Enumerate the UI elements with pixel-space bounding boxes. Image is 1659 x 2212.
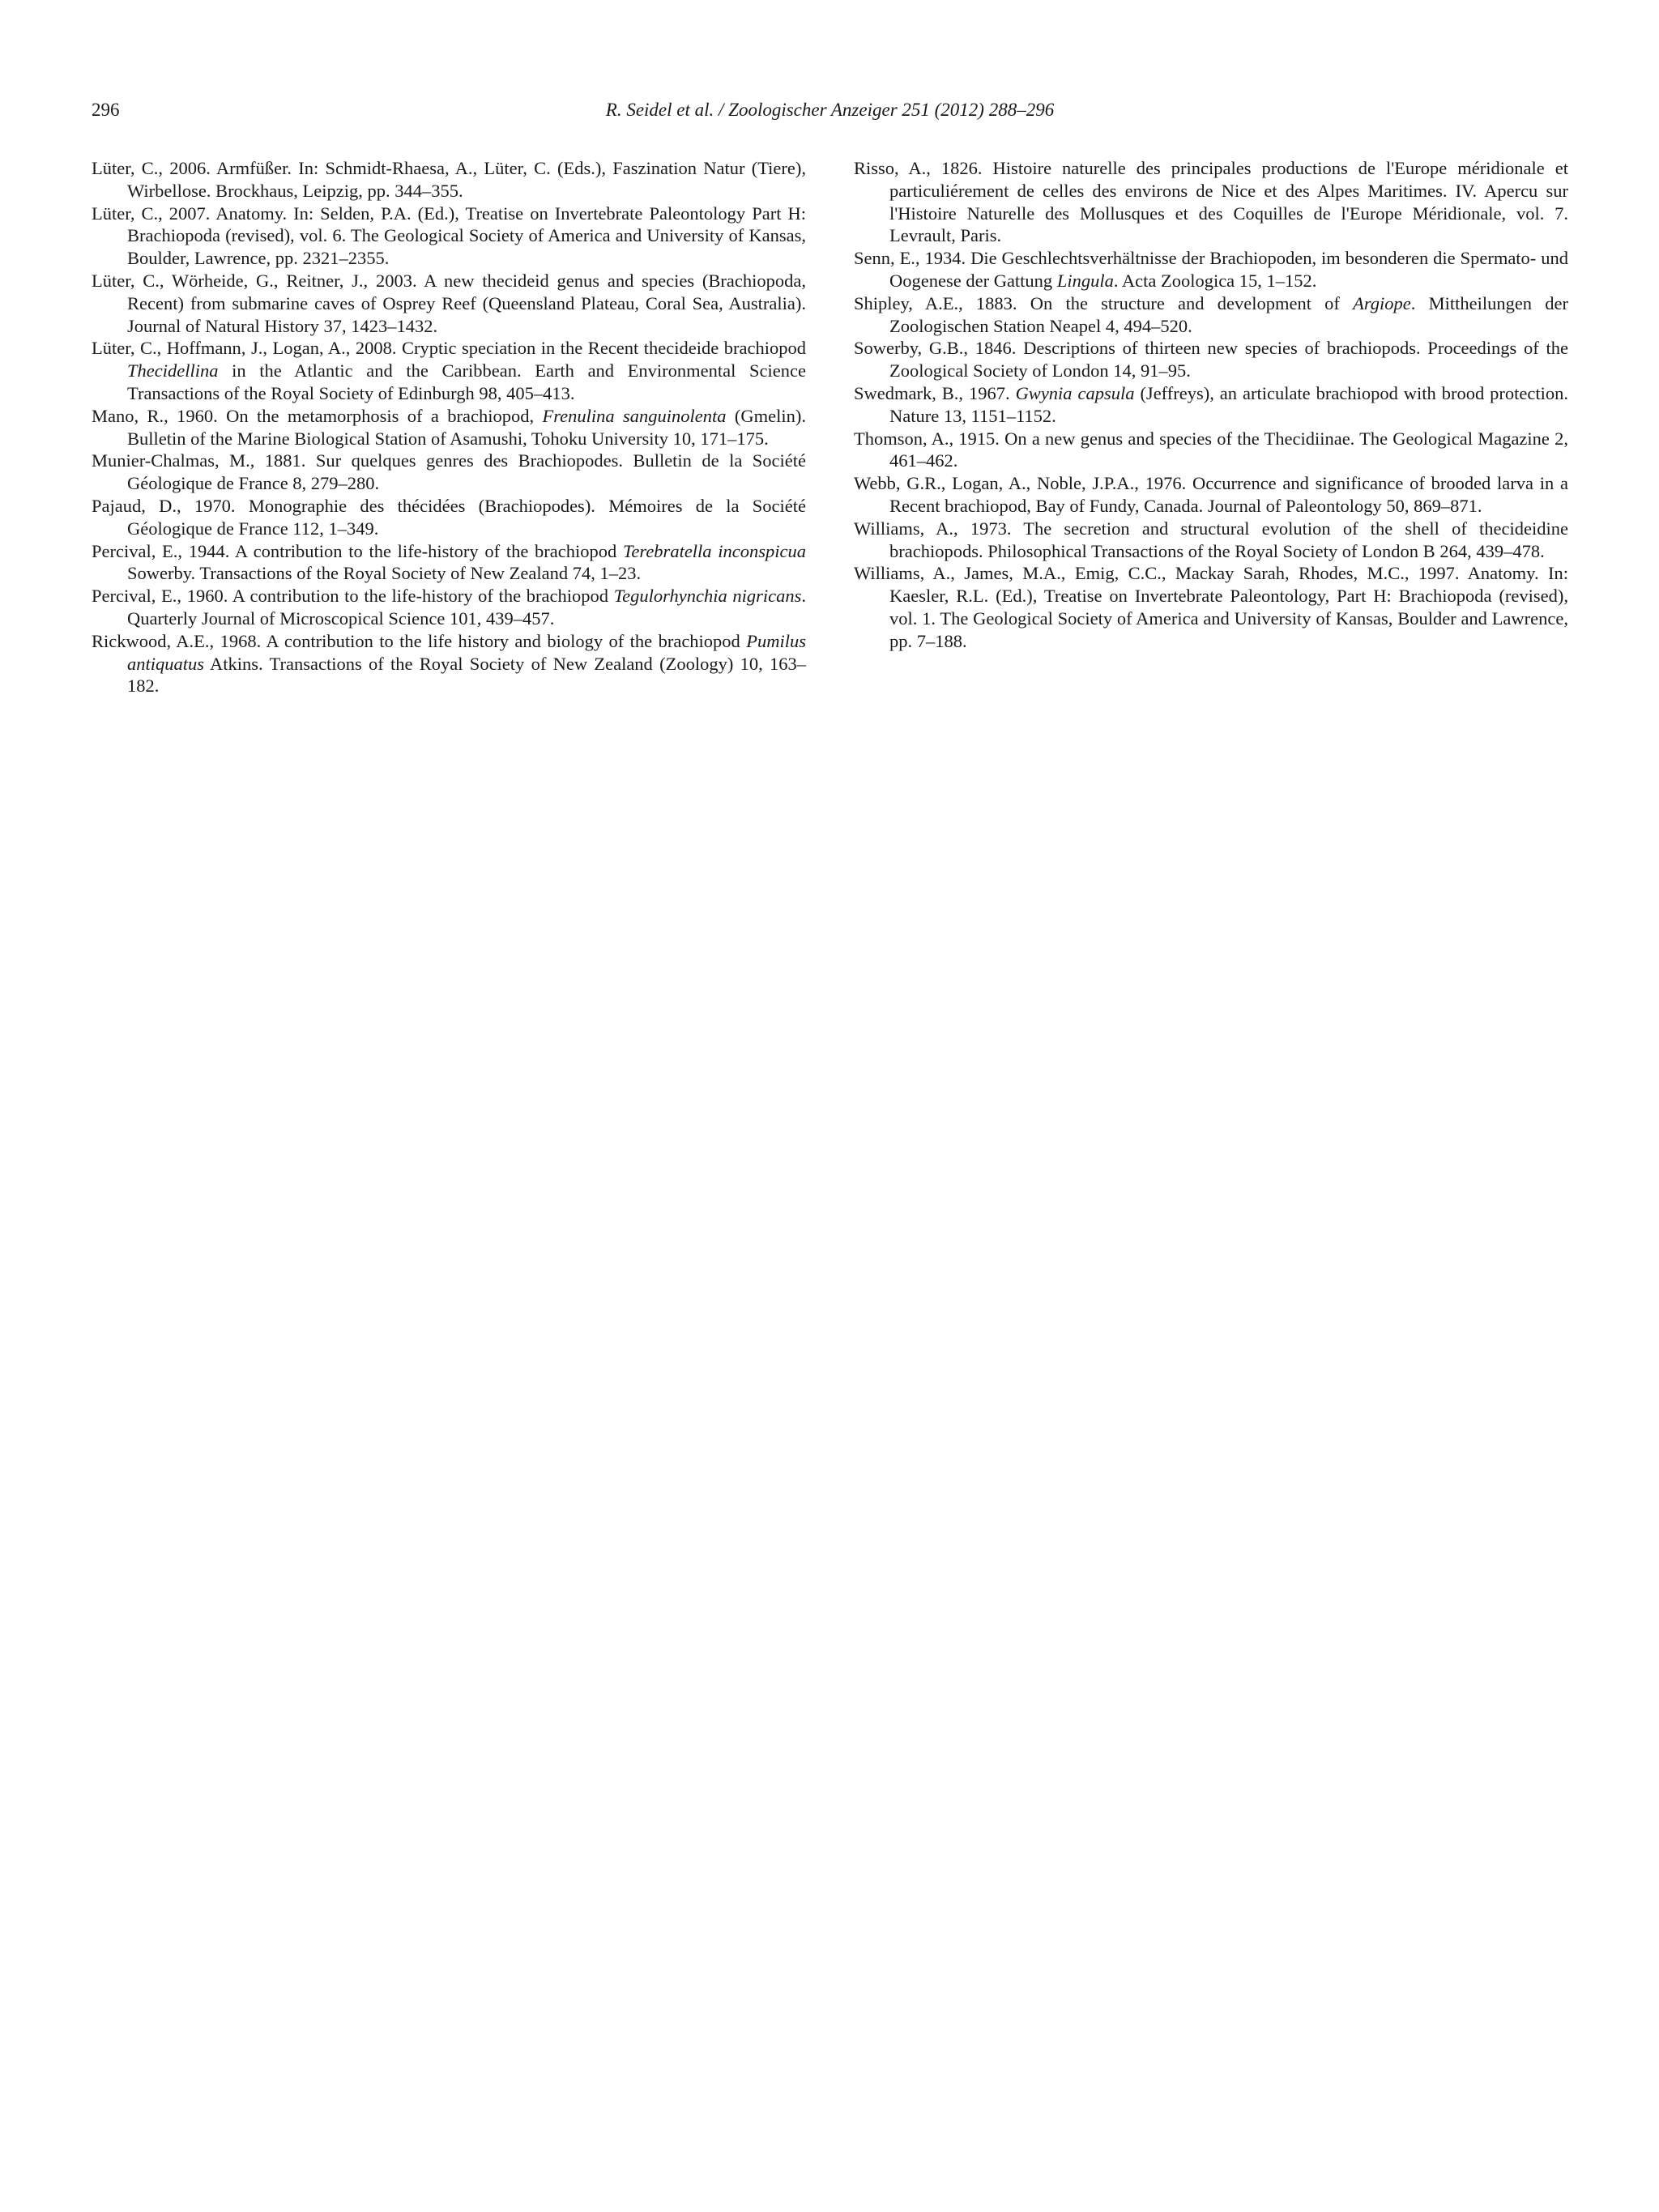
reference-italic-text: Argiope <box>1353 292 1411 313</box>
reference-text: Munier-Chalmas, M., 1881. Sur quelques genres des Brachiopodes. Bulletin de la Société Géologique de France 8, 279–280. <box>92 450 806 494</box>
reference-italic-text: Thecidellina <box>127 360 219 381</box>
reference-text: Atkins. Transactions of the Royal Society of New Zealand (Zoology) 10, 163–182. <box>127 653 806 697</box>
reference-entry <box>92 585 806 630</box>
reference-text: . Acta Zoologica 15, 1–152. <box>1113 270 1317 291</box>
reference-text: Thomson, A., 1915. On a new genus and species of the Thecidiinae. The Geological Magazine 2, 461–462. <box>854 428 1568 471</box>
reference-entry <box>92 337 806 404</box>
reference-entry <box>854 292 1568 338</box>
reference-column-right <box>854 157 1568 653</box>
reference-entry <box>854 157 1568 247</box>
reference-entry <box>92 495 806 540</box>
reference-text: (Gmelin). Bulletin of the Marine Biological Station of Asamushi, Tohoku University 10, 171–175. <box>127 405 806 449</box>
reference-text: Lüter, C., 2007. Anatomy. In: Selden, P.A. (Ed.), Treatise on Invertebrate Paleontology Part H: Brachiopoda (revised), vol. 6. The Geological Society of America and University of Kansas, Boulder, Lawrence, pp. 2321–2355. <box>92 202 806 269</box>
reference-entry <box>92 202 806 270</box>
reference-text: Pajaud, D., 1970. Monographie des thécidées (Brachiopodes). Mémoires de la Société Géologique de France 112, 1–349. <box>92 495 806 539</box>
reference-text: Rickwood, A.E., 1968. A contribution to the life history and biology of the brachiopod <box>92 630 747 651</box>
reference-text: Risso, A., 1826. Histoire naturelle des principales productions de l'Europe méridionale et particuliérement de celles des environs de Nice et des Alpes Maritimes. IV. Apercu sur l'Histoire Naturelle des Mollusques et des Coquilles de l'Europe Méridionale, vol. 7. Levrault, Paris. <box>854 158 1568 246</box>
reference-text: Williams, A., James, M.A., Emig, C.C., Mackay Sarah, Rhodes, M.C., 1997. Anatomy. In: Kaesler, R.L. (Ed.), Treatise on Invertebrate Paleontology, Part H: Brachiopoda (revised), vol. 1. The Geological Society of America and University of Kansas, Boulder and Lawrence, pp. 7–188. <box>854 563 1568 651</box>
reference-italic-text: Frenulina sanguinolenta <box>542 405 727 426</box>
reference-italic-text: Tegulorhynchia nigricans <box>613 586 802 607</box>
reference-entry <box>854 382 1568 428</box>
reference-entry <box>854 562 1568 652</box>
reference-text: Sowerby. Transactions of the Royal Society of New Zealand 74, 1–23. <box>127 563 642 584</box>
reference-entry <box>854 247 1568 292</box>
reference-entry <box>92 157 806 202</box>
reference-text: Lüter, C., Hoffmann, J., Logan, A., 2008. Cryptic speciation in the Recent thecideide brachiopod <box>92 338 806 359</box>
reference-text: Shipley, A.E., 1883. On the structure and development of <box>854 292 1354 313</box>
reference-entry <box>854 518 1568 563</box>
reference-text: Lüter, C., 2006. Armfüßer. In: Schmidt-Rhaesa, A., Lüter, C. (Eds.), Faszination Natur (Tiere), Wirbellose. Brockhaus, Leipzig, pp. 344–355. <box>92 158 806 201</box>
reference-italic-text: Gwynia capsula <box>1015 382 1135 403</box>
reference-entry <box>854 472 1568 518</box>
reference-text: Percival, E., 1944. A contribution to the life-history of the brachiopod <box>92 540 623 561</box>
page-number: 296 <box>92 100 120 120</box>
reference-text: Swedmark, B., 1967. <box>854 382 1016 403</box>
reference-text: Sowerby, G.B., 1846. Descriptions of thirteen new species of brachiopods. Proceedings of the Zoological Society of London 14, 91–95. <box>854 338 1568 381</box>
reference-text: Mano, R., 1960. On the metamorphosis of a brachiopod, <box>92 405 543 426</box>
reference-text: Percival, E., 1960. A contribution to the life-history of the brachiopod <box>92 586 614 607</box>
running-head: R. Seidel et al. / Zoologischer Anzeiger 251 (2012) 288–296 <box>605 100 1055 120</box>
reference-text: Webb, G.R., Logan, A., Noble, J.P.A., 1976. Occurrence and significance of brooded larva in a Recent brachiopod, Bay of Fundy, Canada. Journal of Paleontology 50, 869–871. <box>854 473 1568 516</box>
reference-italic-text: Lingula <box>1056 270 1114 291</box>
reference-entry <box>92 405 806 450</box>
reference-text: . Quarterly Journal of Microscopical Science 101, 439–457. <box>127 586 807 629</box>
reference-entry <box>92 630 806 697</box>
reference-text: Senn, E., 1934. Die Geschlechtsverhältnisse der Brachiopoden, im besonderen die Spermato- und Oogenese der Gattung <box>854 248 1568 291</box>
reference-text: (Jeffreys), an articulate brachiopod with brood protection. Nature 13, 1151–1152. <box>889 382 1568 426</box>
reference-entry <box>92 540 806 586</box>
page-header <box>92 96 1568 125</box>
reference-entry <box>854 337 1568 382</box>
reference-entry <box>854 428 1568 473</box>
reference-text: . Mittheilungen der Zoologischen Station Neapel 4, 494–520. <box>889 292 1568 336</box>
reference-text: Lüter, C., Wörheide, G., Reitner, J., 2003. A new thecideid genus and species (Brachiopoda, Recent) from submarine caves of Osprey Reef (Queensland Plateau, Coral Sea, Australia). Journal of Natural History 37, 1423–1432. <box>92 270 806 336</box>
reference-entry <box>92 270 806 337</box>
reference-text: Williams, A., 1973. The secretion and structural evolution of the shell of thecideidine brachiopods. Philosophical Transactions of the Royal Society of London B 264, 439–478. <box>854 518 1568 561</box>
reference-entry <box>92 450 806 495</box>
reference-italic-text: Terebratella inconspicua <box>622 540 807 561</box>
reference-italic-text: Pumilus antiquatus <box>127 630 806 674</box>
reference-text: in the Atlantic and the Caribbean. Earth and Environmental Science Transactions of the Royal Society of Edinburgh 98, 405–413. <box>127 360 806 403</box>
reference-column-left <box>92 157 806 697</box>
